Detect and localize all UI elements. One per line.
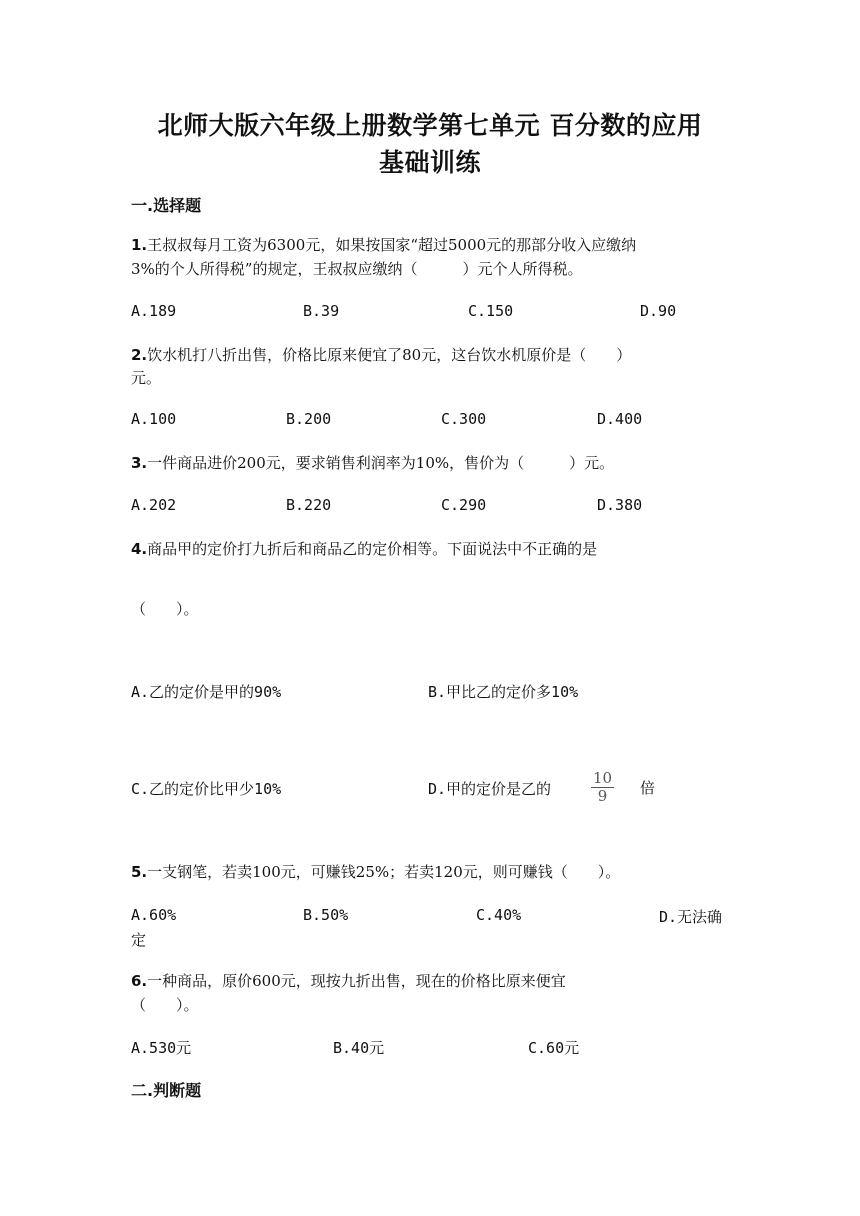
question-4-line2: （ ）。 <box>131 600 199 618</box>
fraction <box>591 770 614 805</box>
fraction-denominator: 9 <box>597 787 608 805</box>
option-c[interactable]: C.60元 <box>528 1039 580 1057</box>
option-b[interactable]: B.220 <box>286 496 332 514</box>
question-6-line2: （ ）。 <box>131 996 199 1014</box>
option-b[interactable]: B.甲比乙的定价多10% <box>428 683 579 701</box>
fraction-suffix: 倍 <box>640 779 656 797</box>
question-4 <box>131 537 597 561</box>
question-2 <box>131 343 631 367</box>
question-number: 2. <box>131 346 148 364</box>
question-number: 1. <box>131 236 148 254</box>
page-subtitle: 基础训练 <box>378 148 481 177</box>
page-title: 北师大版六年级上册数学第七单元 百分数的应用 <box>157 111 703 140</box>
question-text: 一支钢笔，若卖100元，可赚钱25%；若卖120元，则可赚钱（ ）。 <box>147 863 621 881</box>
option-a[interactable]: A.189 <box>131 302 177 320</box>
option-c[interactable]: C.300 <box>441 410 487 428</box>
question-1 <box>131 233 636 257</box>
option-c[interactable]: C.乙的定价比甲少10% <box>131 780 282 798</box>
option-a[interactable]: A.530元 <box>131 1039 192 1057</box>
option-d[interactable]: D.90 <box>640 302 677 320</box>
option-d-wrap: 定 <box>131 931 147 949</box>
question-1-line2: 3%的个人所得税”的规定，王叔叔应缴纳（ ）元个人所得税。 <box>131 260 583 278</box>
option-c[interactable]: C.290 <box>441 496 487 514</box>
option-a[interactable]: A.60% <box>131 906 177 924</box>
option-a[interactable]: A.202 <box>131 496 177 514</box>
option-c[interactable]: C.150 <box>468 302 514 320</box>
option-a[interactable]: A.100 <box>131 410 177 428</box>
question-text: 一种商品，原价600元，现按九折出售，现在的价格比原来便宜 <box>147 972 566 990</box>
question-number: 4. <box>131 540 148 558</box>
option-b[interactable]: B.40元 <box>333 1039 385 1057</box>
option-b[interactable]: B.39 <box>303 302 340 320</box>
fraction-numerator: 10 <box>593 769 613 787</box>
question-number: 5. <box>131 863 148 881</box>
section-heading-choice: 一.选择题 <box>131 196 202 215</box>
question-text: 王叔叔每月工资为6300元，如果按国家“超过5000元的那部分收入应缴纳 <box>147 236 637 254</box>
option-b[interactable]: B.200 <box>286 410 332 428</box>
option-d[interactable]: D.无法确 <box>659 908 723 926</box>
question-number: 3. <box>131 454 148 472</box>
question-number: 6. <box>131 972 148 990</box>
question-text: 饮水机打八折出售，价格比原来便宜了80元，这台饮水机原价是（ ） <box>147 346 632 364</box>
question-5 <box>131 860 620 884</box>
option-d[interactable]: D.380 <box>597 496 643 514</box>
question-2-line2: 元。 <box>131 369 162 387</box>
question-text: 商品甲的定价打九折后和商品乙的定价相等。下面说法中不正确的是 <box>147 540 598 558</box>
option-d[interactable]: D.400 <box>597 410 643 428</box>
question-text: 一件商品进价200元，要求销售利润率为10%，售价为（ ）元。 <box>147 454 615 472</box>
option-b[interactable]: B.50% <box>303 906 349 924</box>
option-d[interactable]: D.甲的定价是乙的 <box>428 780 552 798</box>
option-c[interactable]: C.40% <box>476 906 522 924</box>
option-a[interactable]: A.乙的定价是甲的90% <box>131 683 282 701</box>
question-3 <box>131 451 614 475</box>
question-6 <box>131 969 566 993</box>
section-heading-judgement: 二.判断题 <box>131 1081 202 1100</box>
